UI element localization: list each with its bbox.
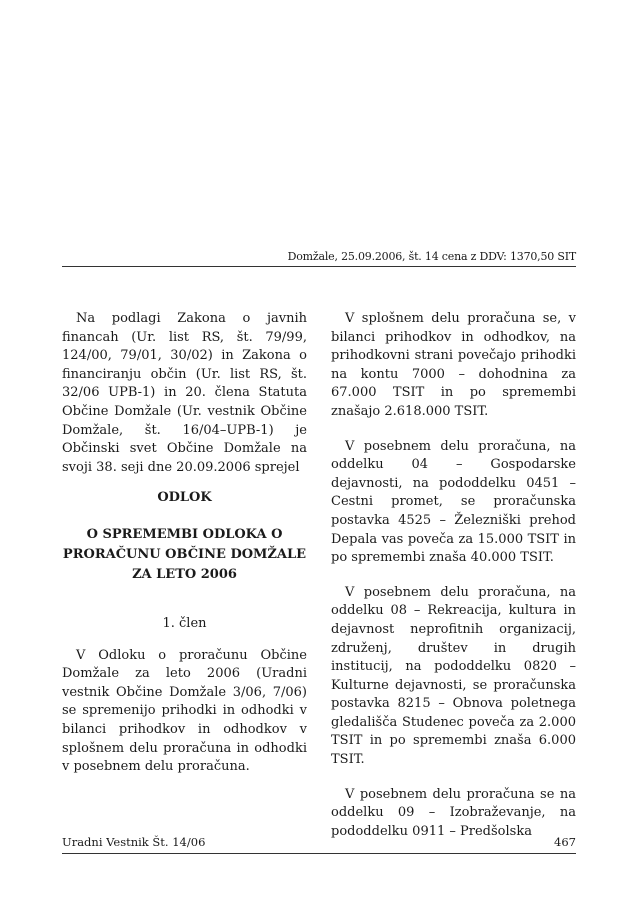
page-header: Domžale, 25.09.2006, št. 14 cena z DDV: 1370,50 SIT [287,250,576,263]
preamble-paragraph: Na podlagi Zakona o javnih financah (Ur. list RS, št. 79/99, 124/00, 79/01, 30/02) in Zakona o financiranju občin (Ur. list RS, št. 32/06 UPB-1) in 20. člena Statuta Občine Domžale (Ur. vestnik Občine Domžale, št. 16/04–UPB-1) je Občinski svet Občine Domžale na svoji 38. seji dne 20.09.2006 sprejel [62,311,307,475]
page-number: 467 [554,835,576,849]
article-paragraph: V Odloku o proračunu Občine Domžale za leto 2006 (Uradni vestnik Občine Domžale 3/06, 7/06) se spremenijo prihodki in odhodki v bilanci prihodkov in odhodkov v splošnem delu proračuna in odhodki v posebnem delu proračuna. [62,647,307,775]
footer-rule [62,853,576,854]
article-heading: 1. člen [162,615,207,631]
right-column [331,310,576,857]
document-subtitle: O SPREMEMBI ODLOKA O PRORAČUNU OBČINE DOMŽALE ZA LETO 2006 [62,526,307,582]
body-paragraph: V splošnem delu proračuna se, v bilanci prihodkov in odhodkov, na prihodkovni strani povečajo prihodki na kontu 7000 – dohodnina za 67.000 TSIT in po spremembi znašajo 2.618.000 TSIT. [331,311,576,419]
body-paragraph: V posebnem delu proračuna, na oddelku 04 – Gospodarske dejavnosti, na pododdelku 0451 – Cestni promet, se proračunska postavka 4525 – Železniški prehod Depala vas poveča za 15.000 TSIT in po spremembi znaša 40.000 TSIT. [331,438,576,566]
body-paragraph: V posebnem delu proračuna, na oddelku 08 – Rekreacija, kultura in dejavnost neprofitnih organizacij, združenj, društev in drugih institucij, na pododdelku 0820 – Kulturne dejavnosti, se proračunska postavka 8215 – Obnova poletnega gledališča Studenec poveča za 2.000 TSIT in po spremembi znaša 6.000 TSIT. [331,584,576,768]
footer-publication: Uradni Vestnik Št. 14/06 [62,835,206,849]
left-column [62,310,307,789]
body-paragraph: V posebnem delu proračuna se na oddelku 09 – Izobraževanje, na pododdelku 0911 – Predšolska [331,786,576,839]
document-title: ODLOK [157,490,212,506]
header-rule [62,266,576,267]
